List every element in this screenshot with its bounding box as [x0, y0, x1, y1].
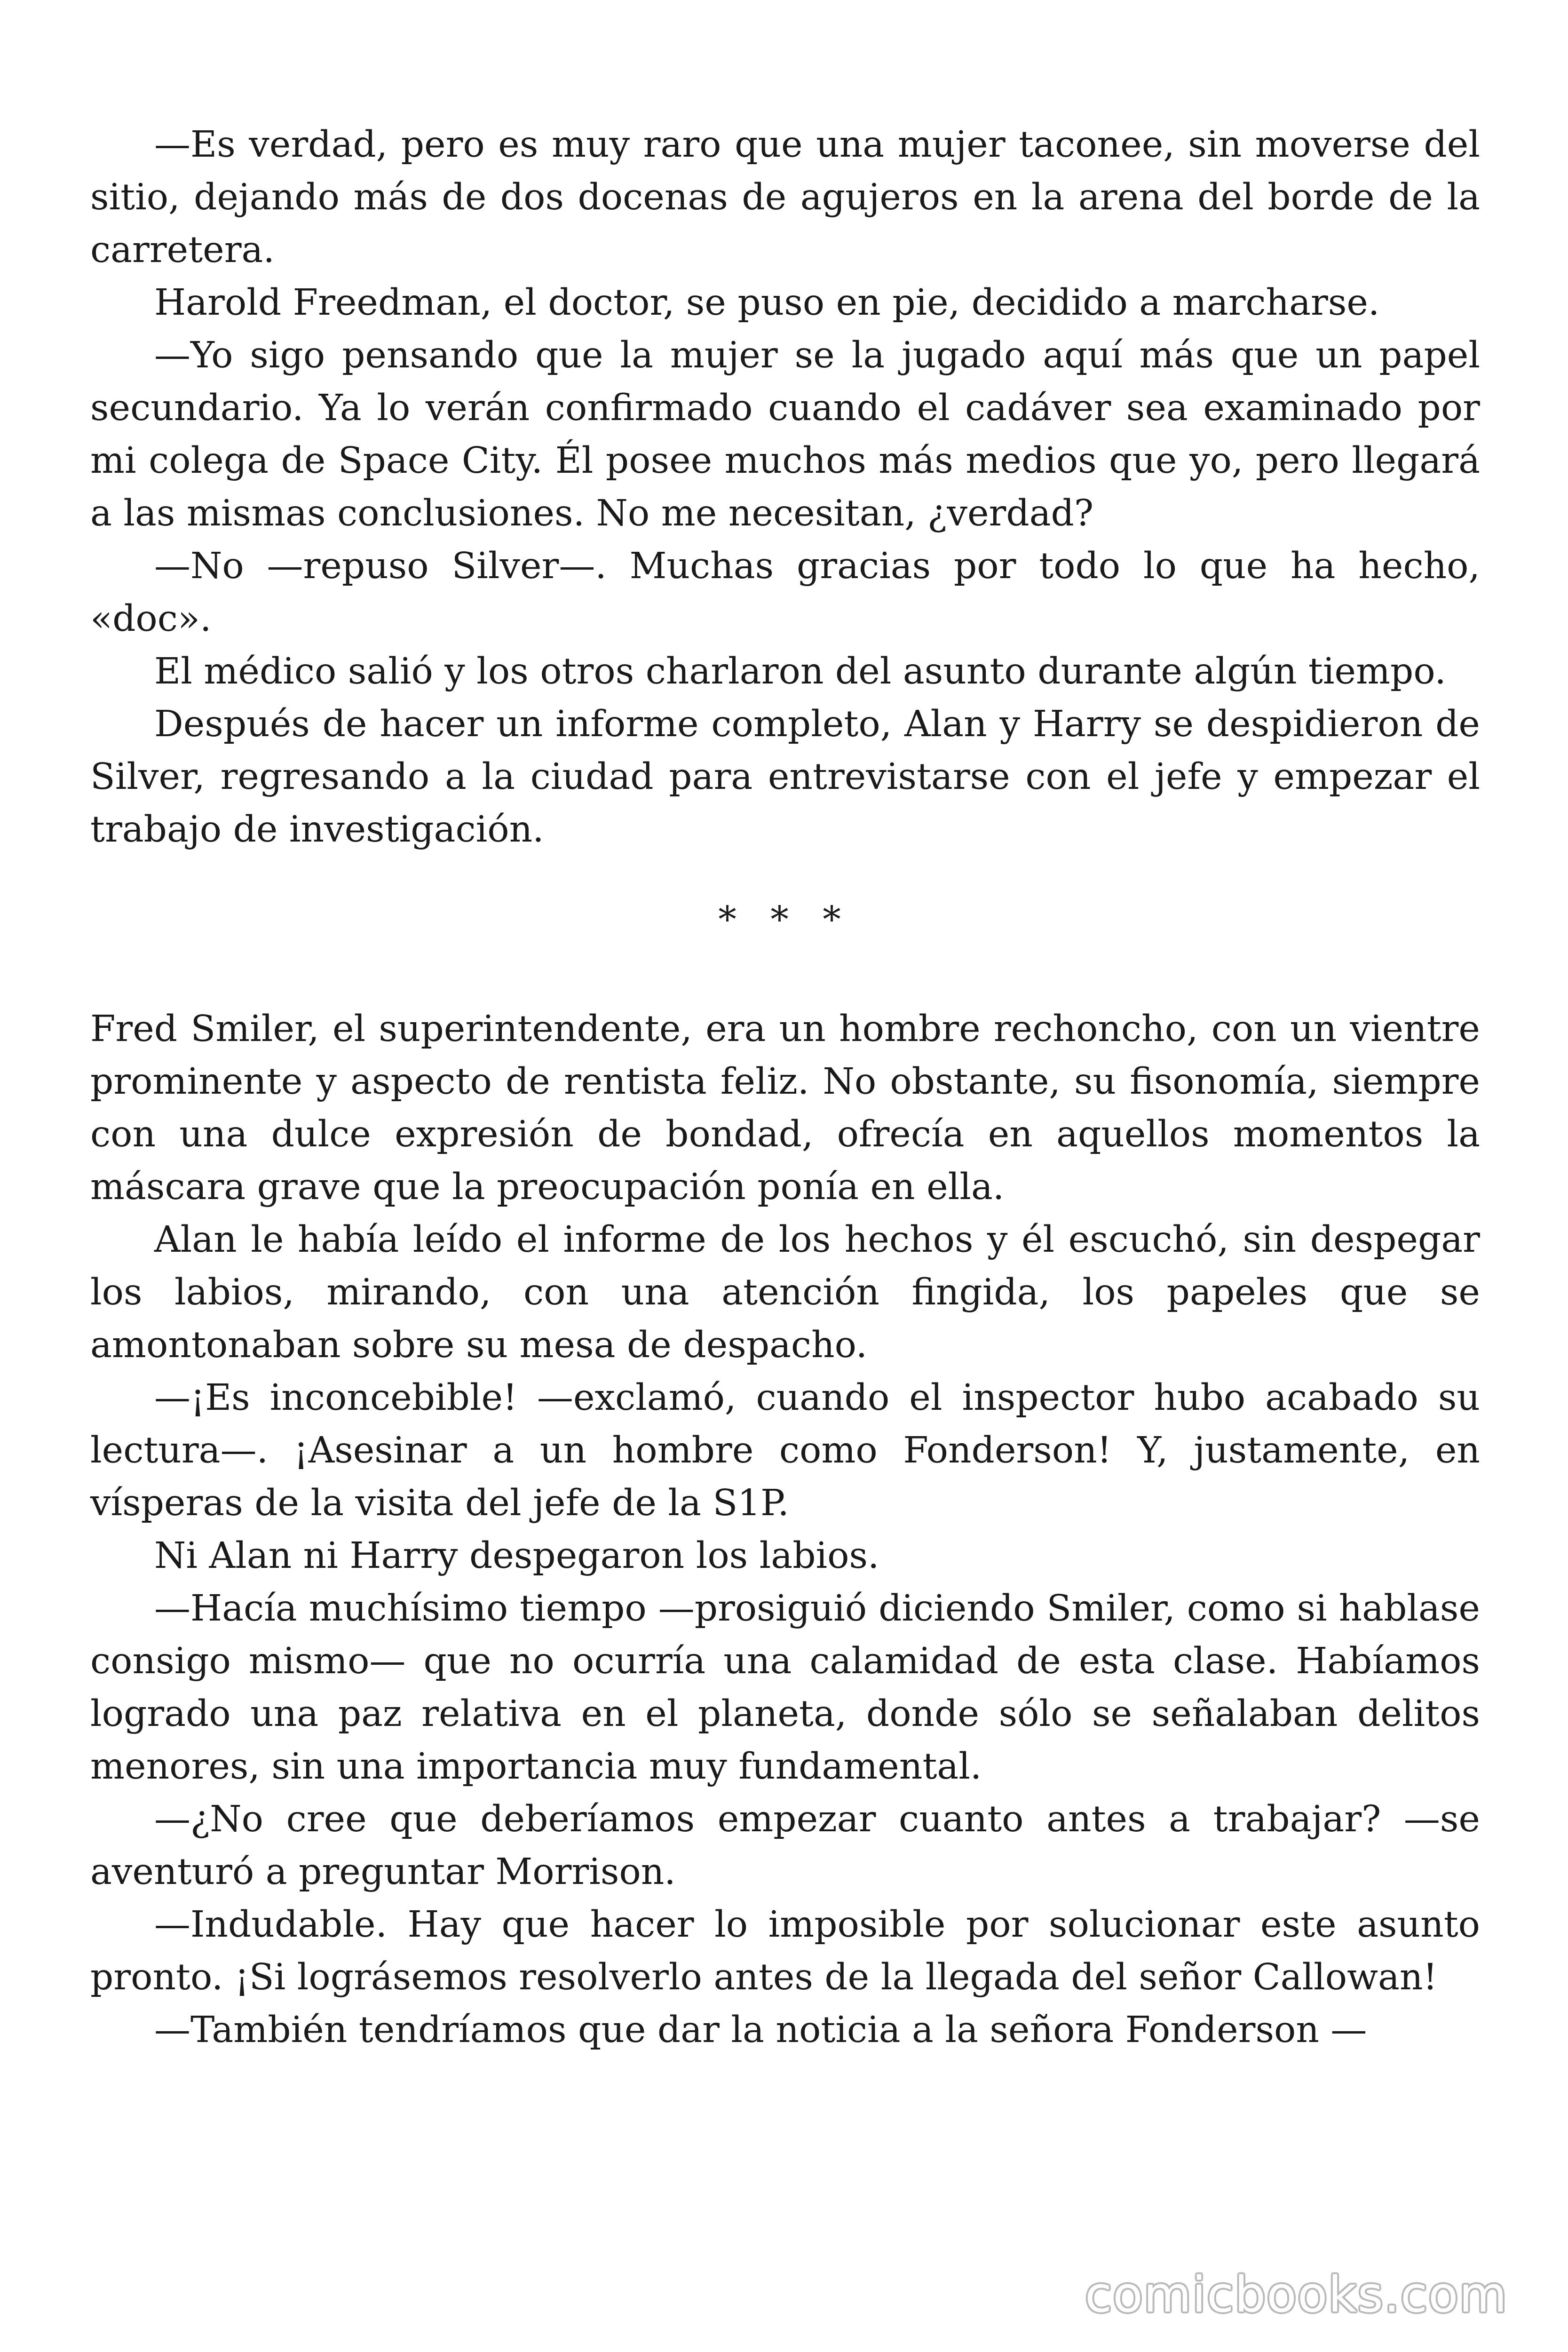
- paragraph: —¡Es inconcebible! —exclamó, cuando el inspector hubo acabado su lectura—. ¡Asesinar a un hombre como Fonderson! Y, justamente, en vísperas de la visita del jefe de la S1P.: [90, 1377, 1480, 1524]
- paragraph: Fred Smiler, el superintendente, era un hombre rechoncho, con un vientre prominente y aspecto de rentista feliz. No obstante, su fisonomía, siempre con una dulce expresión de bondad, ofrecía en aquellos momentos la máscara grave que la preocupación ponía en ella.: [90, 1008, 1480, 1208]
- paragraph: —También tendríamos que dar la noticia a la señora Fonderson —: [154, 2009, 1367, 2051]
- paragraph: —No —repuso Silver—. Muchas gracias por todo lo que ha hecho, «doc».: [90, 545, 1480, 640]
- watermark: comicbooks.com: [1085, 2266, 1508, 2323]
- paragraph: El médico salió y los otros charlaron del asunto durante algún tiempo.: [154, 651, 1446, 692]
- paragraph: Ni Alan ni Harry despegaron los labios.: [154, 1535, 879, 1577]
- paragraph: —Es verdad, pero es muy raro que una mujer taconee, sin moverse del sitio, dejando más de dos docenas de agujeros en la arena del borde de la carretera.: [90, 124, 1480, 271]
- paragraph: —¿No cree que deberíamos empezar cuanto antes a trabajar? —se aventuró a preguntar Morrison.: [90, 1798, 1480, 1893]
- paragraph: Después de hacer un informe completo, Alan y Harry se despidieron de Silver, regresando a la ciudad para entrevistarse con el jefe y empezar el trabajo de investigación.: [90, 703, 1480, 850]
- section-break: * * *: [718, 899, 852, 941]
- paragraph: Alan le había leído el informe de los hechos y él escuchó, sin despegar los labios, mirando, con una atención fingida, los papeles que se amontonaban sobre su mesa de despacho.: [90, 1219, 1480, 1366]
- paragraph: —Hacía muchísimo tiempo —prosiguió diciendo Smiler, como si hablase consigo mismo— que no ocurría una calamidad de esta clase. Habíamos logrado una paz relativa en el planeta, donde sólo se señalaban delitos menores, sin una importancia muy fundamental.: [90, 1588, 1480, 1788]
- paragraph: Harold Freedman, el doctor, se puso en pie, decidido a marcharse.: [154, 282, 1380, 324]
- page-body: [90, 119, 1480, 2057]
- paragraph: —Yo sigo pensando que la mujer se la jugado aquí más que un papel secundario. Ya lo verán confirmado cuando el cadáver sea examinado por mi colega de Space City. Él posee muchos más medios que yo, pero llegará a las mismas conclusiones. No me necesitan, ¿verdad?: [90, 334, 1480, 534]
- paragraph: —Indudable. Hay que hacer lo imposible por solucionar este asunto pronto. ¡Si lográsemos resolverlo antes de la llegada del señor Callowan!: [90, 1904, 1480, 1998]
